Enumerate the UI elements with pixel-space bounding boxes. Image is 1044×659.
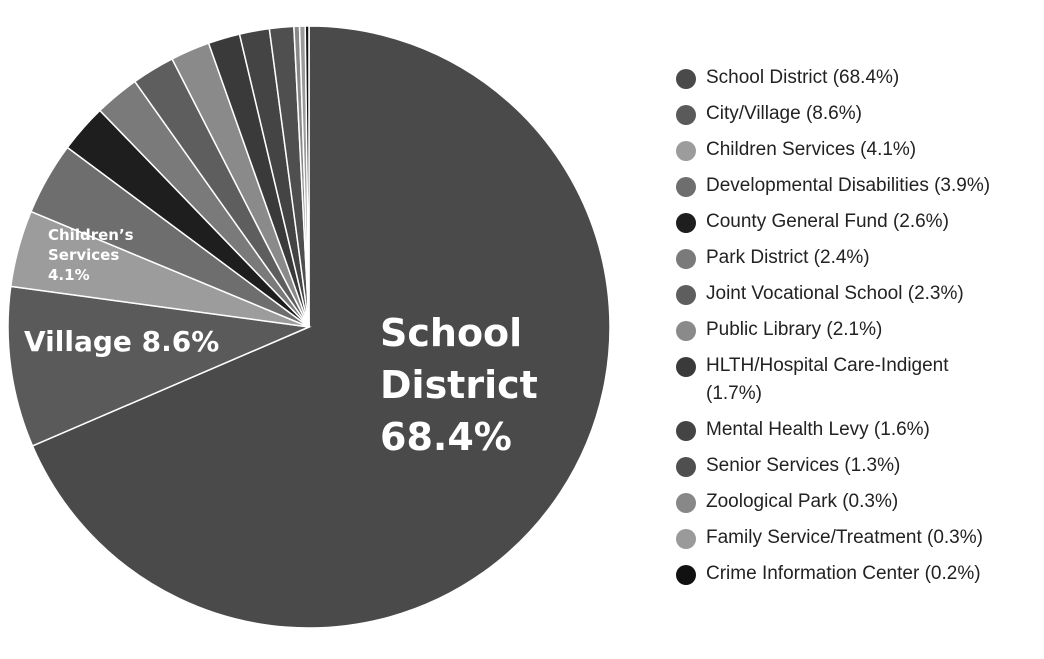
legend-label: Park District (2.4%) xyxy=(706,247,870,268)
legend-item xyxy=(676,420,1036,444)
legend-label: Mental Health Levy (1.6%) xyxy=(706,419,930,440)
legend-swatch-icon xyxy=(676,421,696,441)
legend-item xyxy=(676,456,1036,480)
legend-swatch-icon xyxy=(676,565,696,585)
legend-item xyxy=(676,248,1036,272)
legend-label: County General Fund (2.6%) xyxy=(706,211,949,232)
legend-swatch-icon xyxy=(676,141,696,161)
legend-swatch-icon xyxy=(676,69,696,89)
legend-label: HLTH/Hospital Care-Indigent (1.7%) xyxy=(706,355,949,404)
legend-swatch-icon xyxy=(676,493,696,513)
legend-item xyxy=(676,492,1036,516)
legend-swatch-icon xyxy=(676,321,696,341)
legend-swatch-icon xyxy=(676,249,696,269)
legend-item xyxy=(676,104,1036,128)
legend-swatch-icon xyxy=(676,357,696,377)
legend-label: Crime Information Center (0.2%) xyxy=(706,563,981,584)
legend-swatch-icon xyxy=(676,177,696,197)
legend-item xyxy=(676,528,1036,552)
legend-swatch-icon xyxy=(676,285,696,305)
legend-swatch-icon xyxy=(676,457,696,477)
legend-swatch-icon xyxy=(676,105,696,125)
legend-label: Zoological Park (0.3%) xyxy=(706,491,899,512)
legend-item xyxy=(676,320,1036,344)
legend-label: Family Service/Treatment (0.3%) xyxy=(706,527,983,548)
legend-swatch-icon xyxy=(676,529,696,549)
legend-item xyxy=(676,68,1036,92)
legend-label: Joint Vocational School (2.3%) xyxy=(706,283,964,304)
legend-label: City/Village (8.6%) xyxy=(706,103,862,124)
legend-label: School District (68.4%) xyxy=(706,67,900,88)
slice-label-village: Village 8.6% xyxy=(24,325,220,358)
slice-label-childrens-services: Children’s Services 4.1% xyxy=(48,226,134,284)
legend-item xyxy=(676,212,1036,236)
legend-label: Developmental Disabilities (3.9%) xyxy=(706,175,991,196)
legend-item xyxy=(676,284,1036,308)
legend-label: Children Services (4.1%) xyxy=(706,139,917,160)
legend-item xyxy=(676,356,996,408)
slice-label-school-district: School District 68.4% xyxy=(380,311,538,459)
legend-item xyxy=(676,564,1036,588)
legend-label: Public Library (2.1%) xyxy=(706,319,883,340)
legend-item xyxy=(676,140,1036,164)
legend-item xyxy=(676,176,1036,200)
legend-swatch-icon xyxy=(676,213,696,233)
legend-label: Senior Services (1.3%) xyxy=(706,455,901,476)
